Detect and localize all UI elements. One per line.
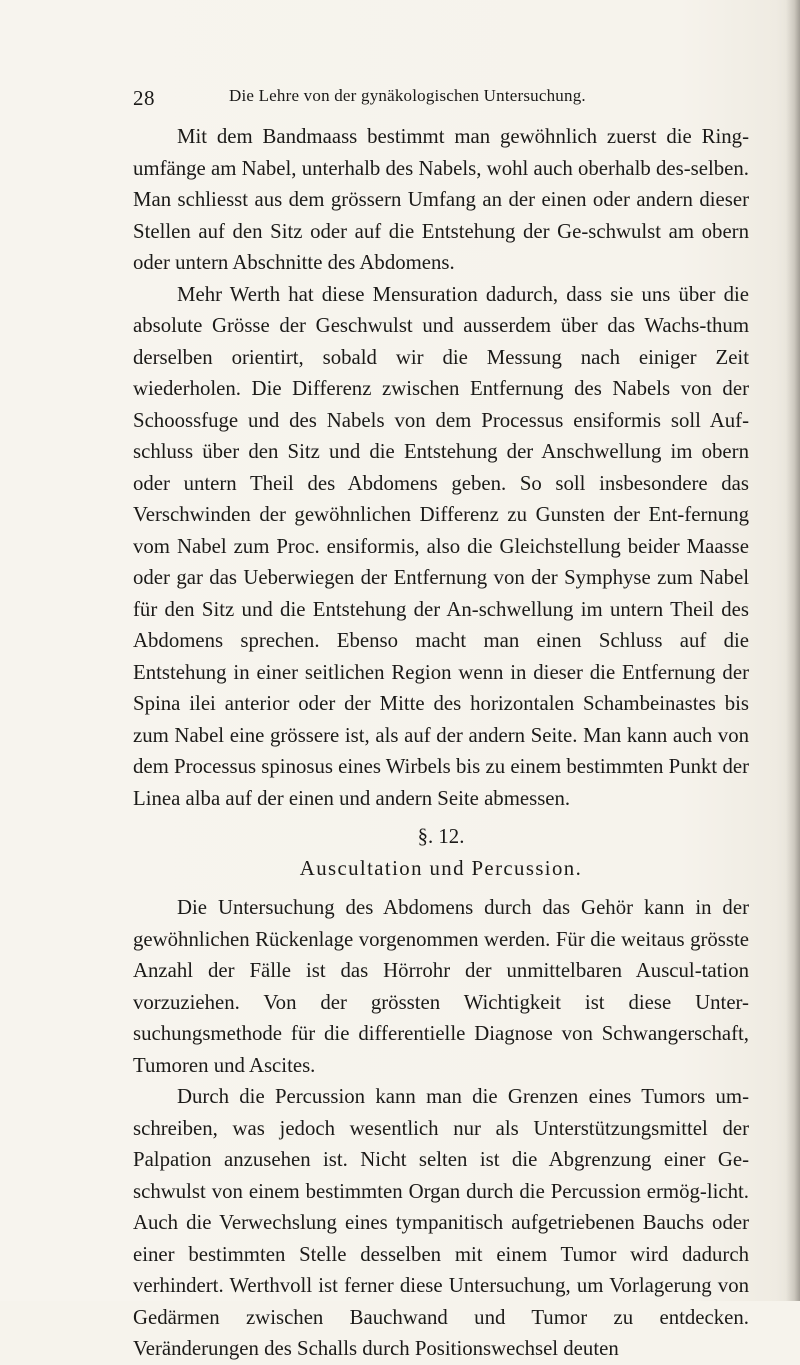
- section-title: Auscultation und Percussion.: [299, 857, 583, 880]
- paragraph-percussion: Durch die Percussion kann man die Grenzen eines Tumors um-schreiben, was jedoch wesentlich nur als Unterstützungsmittel der Palpation anzusehen ist. Nicht selten ist die Abgrenzung einer Ge-schwulst von einem bestimmten Organ durch die Percussion ermög-licht. Auch die Verwechslung eines tympanitisch aufgetriebenen Bauchs oder einer bestimmten Stelle desselben mit einem Tumor wird dadurch verhindert. Werthvoll ist ferner diese Untersuchung, um Vorlagerung von Gedärmen zwischen Bauchwand und Tumor zu entdecken. Veränderungen des Schalls durch Positionswechsel deuten: [133, 1085, 749, 1360]
- page-edge-shadow: [786, 0, 800, 1301]
- running-head-title: Die Lehre von der gynäkologischen Untersuchung.: [229, 86, 586, 105]
- page-number: 28: [133, 86, 155, 110]
- running-head: [133, 86, 749, 112]
- section-number: §. 12.: [417, 825, 465, 848]
- paragraph-bandmaass: Mit dem Bandmaass bestimmt man gewöhnlich zuerst die Ring-umfänge am Nabel, unterhalb des Nabels, wohl auch oberhalb des-selben. Man schliesst aus dem grössern Umfang an der einen oder andern dieser Stellen auf den Sitz oder auf die Entstehung der Ge-schwulst am obern oder untern Abschnitte des Abdomens.: [133, 125, 749, 274]
- body-text: [133, 121, 749, 1365]
- paragraph-auscultation: Die Untersuchung des Abdomens durch das Gehör kann in der gewöhnlichen Rückenlage vorgenommen werden. Für die weitaus grösste Anzahl der Fälle ist das Hörrohr der unmittelbaren Auscul-tation vorzuziehen. Von der grössten Wichtigkeit ist diese Unter-suchungsmethode für die differentielle Diagnose von Schwangerschaft, Tumoren und Ascites.: [133, 896, 749, 1077]
- paragraph-mensuration: Mehr Werth hat diese Mensuration dadurch, dass sie uns über die absolute Grösse der Geschwulst und ausserdem über das Wachs-thum derselben orientirt, sobald wir die Messung nach einiger Zeit wiederholen. Die Differenz zwischen Entfernung des Nabels von der Schoossfuge und des Nabels von dem Processus ensiformis soll Auf-schluss über den Sitz und die Entstehung der Anschwellung im obern oder untern Theil des Abdomens geben. So soll insbesondere das Verschwinden der gewöhnlichen Differenz zu Gunsten der Ent-fernung vom Nabel zum Proc. ensiformis, also die Gleichstellung beider Maasse oder gar das Ueberwiegen der Entfernung von der Symphyse zum Nabel für den Sitz und die Entstehung der An-schwellung im untern Theil des Abdomens sprechen. Ebenso macht man einen Schluss auf die Entstehung in einer seitlichen Region wenn in dieser die Entfernung der Spina ilei anterior oder der Mitte des horizontalen Schambeinastes bis zum Nabel eine grössere ist, als auf der andern Seite. Man kann auch von dem Processus spinosus eines Wirbels bis zu einem bestimmten Punkt der Linea alba auf der einen und andern Seite abmessen.: [133, 282, 749, 810]
